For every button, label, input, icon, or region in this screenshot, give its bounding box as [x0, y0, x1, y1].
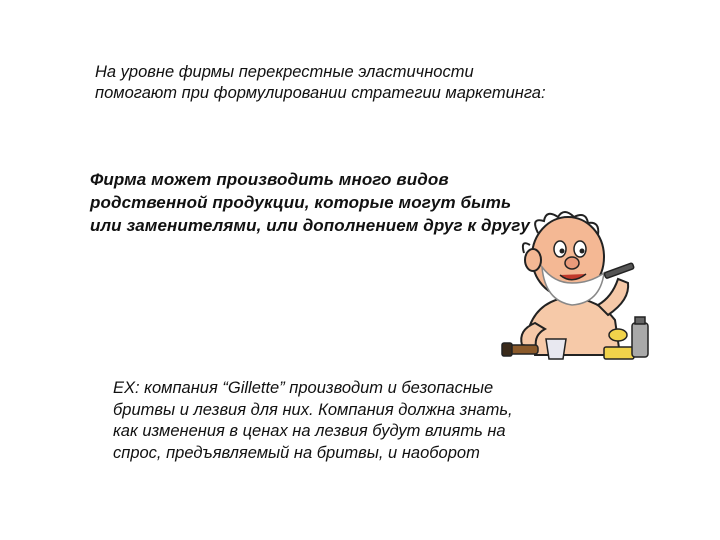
example-line: EX: компания “Gillette” производит и безопасные [113, 379, 494, 397]
shaving-man-cartoon-icon [500, 205, 660, 375]
intro-paragraph [95, 62, 546, 104]
intro-line: На уровне фирмы перекрестные эластичности [95, 63, 474, 81]
main-paragraph [90, 168, 530, 237]
main-line: Фирма может производить много видов [90, 170, 449, 189]
main-line: или заменителями, или дополнением друг к другу [90, 216, 530, 235]
example-paragraph [113, 378, 513, 464]
example-line: как изменения в ценах на лезвия будут влиять на [113, 422, 506, 440]
example-line: бритвы и лезвия для них. Компания должна знать, [113, 400, 513, 419]
main-line: родственной продукции, которые могут быть [90, 193, 512, 212]
intro-line: помогают при формулировании стратегии маркетинга: [95, 84, 546, 102]
example-line: спрос, предъявляемый на бритвы, и наоборот [113, 443, 480, 462]
